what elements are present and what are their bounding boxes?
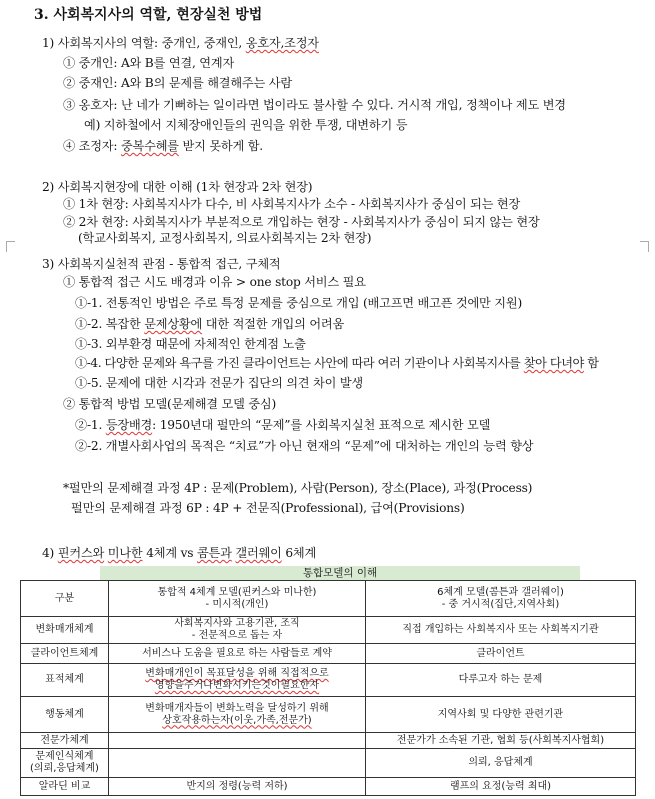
part3-sub1-item-4: ①-4. 다양한 문제와 욕구를 가진 클라이언트는 사안에 따라 여러 기관이나 사회복지사를 찾아 다녀야 함 [75, 356, 599, 370]
part3-sub1-item-2: ①-2. 복잡한 문제상황에 대한 적절한 개입의 어려움 [75, 317, 345, 331]
part1-item-3-example: 예) 지하철에서 지체장애인들의 권익을 위한 투쟁, 대변하기 등 [84, 118, 408, 132]
part4-heading: 4) 핀커스와 미나한 4체계 vs 콤튼과 갤러웨이 6체계 [42, 546, 317, 560]
table-row [21, 617, 636, 644]
page-corner-mark-right [640, 241, 649, 252]
section-title: 3. 사회복지사의 역할, 현장실천 방법 [34, 7, 263, 23]
part1-item-1: ① 중개인: A와 B를 연결, 연계자 [63, 56, 235, 70]
row-col1 [109, 749, 366, 778]
part2-item-2: ② 2차 현장: 사회복지사가 부분적으로 개입하는 현장 - 사회복지사가 중심이 되지 않는 현장 [63, 215, 540, 229]
table-row [21, 749, 636, 778]
part3-sub2-item-1: ②-1. 등장배경: 1950년대 펄만의 “문제”를 사회복지실천 표적으로 제시한 모델 [75, 418, 491, 432]
row-col2: 의뢰, 응답체계 [366, 749, 636, 778]
part3-sub1-item-3: ①-3. 외부환경 때문에 자체적인 한계점 노출 [75, 337, 306, 351]
row-col2: 전문가가 소속된 기관, 협회 등(사회복지사협회) [366, 733, 636, 749]
row-col1: 사회복지사와 고용기관, 조직 - 전문적으로 돕는 자 [109, 617, 366, 644]
part3-sub1-item-5: ①-5. 문제에 대한 시각과 전문가 집단의 의견 차이 발생 [75, 376, 363, 390]
part3-note-6p: 펄만의 문제해결 과정 6P : 4P + 전문직(Professional), 급여(Provisions) [71, 501, 465, 515]
table-caption: 통합모델의 이해 [100, 566, 580, 580]
row-label: 문제인식체계 (의뢰,응답체계) [21, 749, 109, 778]
header-col2: 6체계 모델(콤튼과 갤러웨이) - 중 거시적(집단,지역사회) [366, 581, 636, 617]
table-row [21, 644, 636, 664]
part1-heading: 1) 사회복지사의 역할: 중개인, 중재인, 옹호자,조정자 [42, 36, 319, 50]
part1-item-4: ④ 조정자: 중복수혜를 받지 못하게 함. [63, 139, 263, 153]
row-label: 알라딘 비교 [21, 778, 109, 796]
row-label: 전문가체계 [21, 733, 109, 749]
table-row [21, 697, 636, 733]
part3-heading: 3) 사회복지실천적 관점 - 통합적 접근, 구체적 [42, 257, 281, 271]
page-corner-mark-left [6, 241, 15, 252]
row-label: 클라이언트체계 [21, 644, 109, 664]
row-col1: 변화매개인이 목표달성을 위해 직접적으로 영향을주거나변화시키는것이필요한자 [109, 664, 366, 697]
row-col2: 다루고자 하는 문제 [366, 664, 636, 697]
row-col1 [109, 733, 366, 749]
part2-heading: 2) 사회복지현장에 대한 이해 (1차 현장과 2차 현장) [42, 180, 313, 194]
integration-model-table [20, 580, 636, 796]
header-label: 구분 [21, 581, 109, 617]
part2-item-2-note: (학교사회복지, 교정사회복지, 의료사회복지는 2차 현장) [78, 231, 372, 245]
table-row [21, 733, 636, 749]
part3-sub2-item-2: ②-2. 개별사회사업의 목적은 “치료”가 아닌 현재의 “문제”에 대처하는 개인의 능력 향상 [75, 439, 534, 453]
row-col1: 서비스나 도움을 필요로 하는 사람들로 계약 [109, 644, 366, 664]
row-label: 표적체계 [21, 664, 109, 697]
part3-sub1: ① 통합적 접근 시도 배경과 이유 > one stop 서비스 필요 [63, 275, 366, 289]
row-col1: 변화매개자들이 변화노력을 달성하기 위해 상호작용하는자(이웃,가족,전문가) [109, 697, 366, 733]
table-header-row [21, 581, 636, 617]
part3-note-4p: *펄만의 문제해결 과정 4P : 문제(Problem), 사람(Person), 장소(Place), 과정(Process) [63, 481, 533, 495]
table-row [21, 664, 636, 697]
row-col2: 램프의 요정(능력 최대) [366, 778, 636, 796]
part2-item-1: ① 1차 현장: 사회복지사가 다수, 비 사회복지사가 소수 - 사회복지사가 중심이 되는 현장 [63, 197, 521, 211]
row-col1: 반지의 정령(능력 저하) [109, 778, 366, 796]
header-col1: 통합적 4체계 모델(핀커스와 미나한) - 미시적(개인) [109, 581, 366, 617]
part3-sub2: ② 통합적 방법 모델(문제해결 모델 중심) [63, 397, 277, 411]
row-col2: 지역사회 및 다양한 관련기관 [366, 697, 636, 733]
table-row [21, 778, 636, 796]
row-label: 행동체계 [21, 697, 109, 733]
row-col2: 클라이언트 [366, 644, 636, 664]
row-label: 변화매개체계 [21, 617, 109, 644]
row-col2: 직접 개입하는 사회복지사 또는 사회복지기관 [366, 617, 636, 644]
part1-item-3: ③ 옹호자: 난 네가 기뻐하는 일이라면 법이라도 불사할 수 있다. 거시적 개입, 정책이나 제도 변경 [63, 98, 566, 112]
part3-sub1-item-1: ①-1. 전통적인 방법은 주로 특정 문제를 중심으로 개입 (배고프면 배고픈 것에만 지원) [75, 296, 522, 310]
part1-item-2: ② 중재인: A와 B의 문제를 해결해주는 사람 [63, 76, 292, 90]
